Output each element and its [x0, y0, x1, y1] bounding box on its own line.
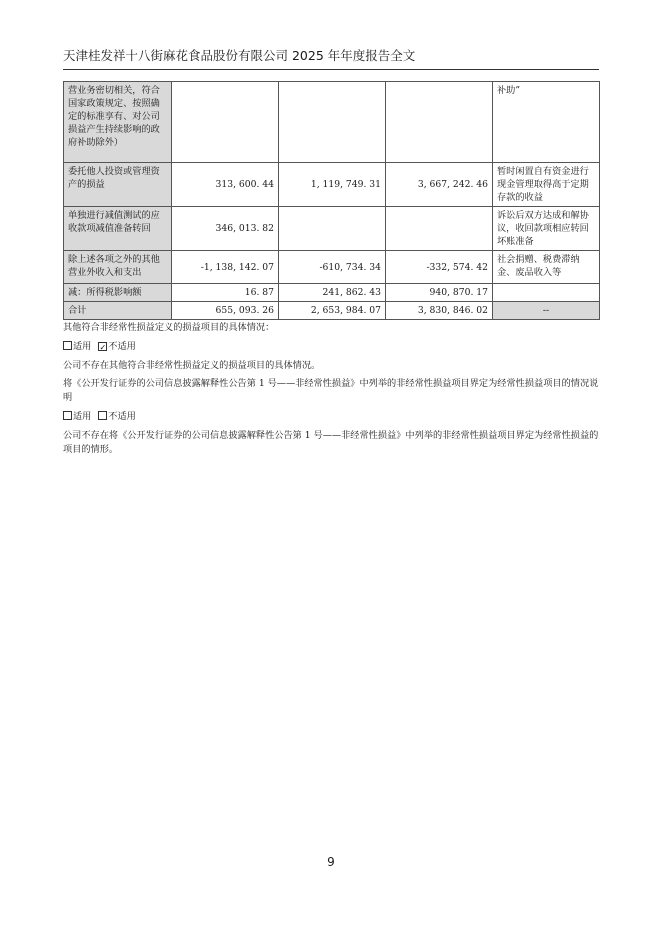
note-cell: --	[493, 302, 600, 320]
note-cell: 诉讼后双方达成和解协议，收回款项相应转回坏账准备	[493, 207, 600, 251]
value-cell	[279, 82, 386, 163]
value-cell: -1, 138, 142. 07	[172, 251, 279, 284]
paragraph-no-other-items: 公司不存在其他符合非经常性损益定义的损益项目的具体情况。	[63, 360, 321, 371]
option-applicable: 适用	[73, 411, 92, 422]
unchecked-box-icon	[63, 411, 72, 420]
value-cell: 16. 87	[172, 284, 279, 302]
unchecked-box-icon	[98, 411, 107, 420]
value-cell: 3, 830, 846. 02	[386, 302, 493, 320]
value-cell: 940, 870. 17	[386, 284, 493, 302]
value-cell: -332, 574. 42	[386, 251, 493, 284]
value-cell: 2, 653, 984. 07	[279, 302, 386, 320]
option-not-applicable: 不适用	[108, 411, 136, 422]
applicability-line-1	[63, 340, 599, 354]
value-cell	[172, 82, 279, 163]
note-cell: 补助”	[493, 82, 600, 163]
value-cell: 313, 600. 44	[172, 163, 279, 207]
row-label: 减：所得税影响额	[64, 284, 172, 302]
value-cell: 346, 013. 82	[172, 207, 279, 251]
report-header: 天津桂发祥十八街麻花食品股份有限公司 2025 年年度报告全文	[63, 47, 599, 70]
page-number: 9	[327, 855, 335, 869]
row-label: 委托他人投资或管理资产的损益	[64, 163, 172, 207]
value-cell: 1, 119, 749. 31	[279, 163, 386, 207]
value-cell: -610, 734. 34	[279, 251, 386, 284]
value-cell: 241, 862. 43	[279, 284, 386, 302]
table-row	[64, 82, 600, 163]
value-cell	[279, 207, 386, 251]
value-cell	[386, 207, 493, 251]
table-row-total	[64, 302, 600, 320]
unchecked-box-icon	[63, 341, 72, 350]
paragraph-other-items: 其他符合非经常性损益定义的损益项目的具体情况：	[63, 322, 275, 333]
table-row	[64, 284, 600, 302]
note-cell	[493, 284, 600, 302]
row-label: 合计	[64, 302, 172, 320]
paragraph-classification-note: 将《公开发行证券的公司信息披露解释性公告第 1 号——非经常性损益》中列举的非经常性损益项目界定为经常性损益项目的情况说明	[63, 378, 599, 403]
row-label: 除上述各项之外的其他营业外收入和支出	[64, 251, 172, 284]
option-not-applicable: 不适用	[108, 341, 136, 352]
non-recurring-gains-table	[63, 81, 600, 320]
row-label: 单独进行减值测试的应收款项减值准备转回	[64, 207, 172, 251]
note-cell: 暂时闲置自有资金进行现金管理取得高于定期存款的收益	[493, 163, 600, 207]
table-row	[64, 251, 600, 284]
applicability-line-2	[63, 410, 599, 424]
option-applicable: 适用	[73, 341, 92, 352]
note-cell: 社会捐赠、税费滞纳金、废品收入等	[493, 251, 600, 284]
row-label: 营业务密切相关，符合国家政策规定、按照确定的标准享有、对公司损益产生持续影响的政府补助除外）	[64, 82, 172, 163]
paragraph-no-reclassification: 公司不存在将《公开发行证券的公司信息披露解释性公告第 1 号——非经常性损益》中列举的非经常性损益项目界定为经常性损益的项目的情形。	[63, 430, 599, 455]
table-row	[64, 163, 600, 207]
table-row	[64, 207, 600, 251]
checked-box-icon: ✓	[99, 343, 107, 352]
value-cell: 3, 667, 242. 46	[386, 163, 493, 207]
value-cell	[386, 82, 493, 163]
value-cell: 655, 093. 26	[172, 302, 279, 320]
